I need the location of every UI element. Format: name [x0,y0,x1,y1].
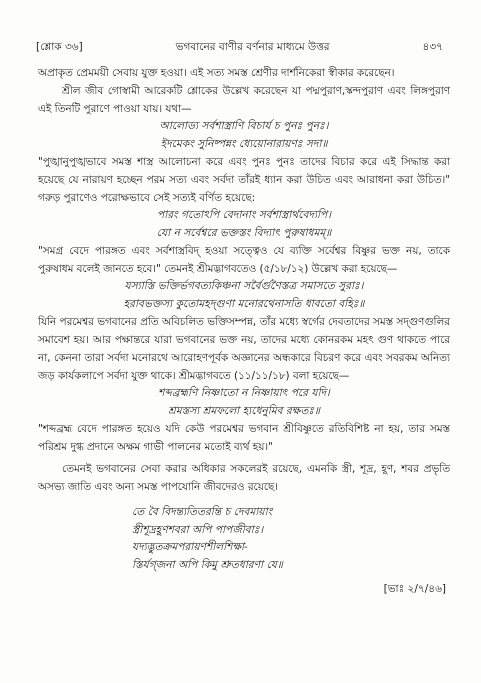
verse-line: স্ত্রীশূদ্রহূণশবরা অপি পাপজীবাঃ। [132,523,264,536]
verse-line: যো ন সর্বেশ্বরে ভক্তস্তং বিদ্যাৎ পুরুষাধমম্॥ [156,226,332,239]
paragraph: তেমনই ভগবানের সেবা করার অধিকার সকলেরই রয়েছে, এমনকি স্ত্রী, শূদ্র, হূণ, শবর প্রভৃতি অসভ্য জাতি এবং অন্য সমস্ত পাপযোনি জীবদেরও রয়েছে। [38,463,450,493]
paragraph: "পুঙ্খানুপুঙ্খভাবে সমস্ত শাস্ত্র আলোচনা করে এবং পুনঃ পুনঃ তাদের বিচার করে এই সিদ্ধান্ত করা হয়েছে যে নারায়ণ হচ্ছেন পরম সত্য এবং সর্বদা তাঁরই ধ্যান করা উচিত এবং আরাধনা করা উচিত।" গরুড় পুরাণেও পরোক্ষভাবে সেই সত্যই বর্ণিত হয়েছে: [38,156,450,204]
paragraph: শ্রীল জীব গোস্বামী আরেকটি শ্লোকের উল্লেখ করেছেন যা পদ্মপুরাণ,স্কন্দপুরাণ এবং লিঙ্গপুরাণ এই তিনটি পুরাণে পাওয়া যায়। যথা— [38,85,450,115]
sanskrit-verse [38,207,450,242]
paragraph: যিনি পরমেশ্বর ভগবানের প্রতি অবিচলিত ভক্তিসম্পন্ন, তাঁর মধ্যে স্বর্গের দেবতাদের সমস্ত সদ্গুণগুলির সমাবেশ হয়। আর পক্ষান্তরে যারা ভগবানের ভক্ত নয়, তাদের মধ্যে কোনরকম মহৎ গুণ থাকতে পারে না, কেননা তারা সর্বদা মনোরথে আরোহণপূর্বক অজ্ঞানের অন্ধকারে বিচরণ করে এবং সবরকম অনিত্য জড় কার্যকলাপে সর্বদা যুক্ত থাকে। শ্রীমদ্ভাগবতে (১১/১১/১৮) বলা হয়েছে— [38,316,450,382]
verse-line: শব্দব্রহ্মণি নিষ্ণাতো ন নিষ্ণায়াৎ পরে যদি। [158,387,330,399]
sanskrit-verse [38,118,450,153]
scripture-reference: [ভাঃ ২/৭/৪৬] [383,583,446,595]
verse-line: ইদমেকং সুনিষ্পন্নং ধ্যেয়োনারায়ণঃ সদা॥ [160,137,328,150]
paragraph: অপ্রাকৃত প্রেমময়ী সেবায় যুক্ত হওয়া। এই সত্য সমস্ত শ্রেণীর দার্শনিকেরা স্বীকার করেছেন। [38,67,395,79]
page-body [38,64,450,599]
chapter-title: ভগবানের বাণীর বর্ণনার মাধ্যমে উত্তর [175,41,330,53]
paragraph: "সমগ্র বেদে পারঙ্গত এবং সর্বশাস্ত্রবিদ্ হওয়া সত্ত্বেও যে ব্যক্তি সর্বেশ্বর বিষ্ণুর ভক্ত নয়, তাকে পুরুষাধম বলেই জানতে হবে।" তেমনই শ্রীমদ্ভাগবতেও (৫/১৮/১২) উল্লেখ করা হয়েছে— [38,245,450,275]
verse-line: যদ্যদ্ভুতক্রমপরায়ণশীলশিক্ষা- [132,541,248,553]
sanskrit-verse [38,504,450,574]
verse-line: যস্যাস্তি ভক্তির্ভগবত্যকিঞ্চনা সর্বৈর্গুণৈস্তত্র সমাসতে সুরাঃ। [124,280,364,292]
verse-line: শ্রমস্তস্য শ্রমফলো হ্যধেনুমিব রক্ষতঃ॥ [168,404,320,417]
verse-line: তে বৈ বিদন্ত্যতিতরন্তি চ দেবমায়াং [132,506,273,518]
verse-line: হরাবভক্তস্য কুতোমহদ্গুণা মনোরথেনাসতি ধাবতো বহিঃ॥ [123,297,365,310]
verse-line: আলোড্য সর্বশাস্ত্রাণি বিচার্য চ পুনঃ পুনঃ। [159,120,329,132]
page-number: ৪৩৭ [422,41,443,53]
verse-number: [শ্লোক ৩৬] [36,41,83,53]
sanskrit-verse [38,385,450,420]
sanskrit-verse [38,278,450,313]
running-header [36,40,443,57]
verse-line: স্তির্যগ্জনা অপি কিমু শ্রুতধারণা যে॥ [132,558,283,571]
verse-line: পারং গতোঽপি বেদানাং সর্বশাস্ত্রার্থবেদ্যপি। [157,209,331,221]
paragraph: "শব্দব্রহ্ম বেদে পারঙ্গত হয়েও যদি কেউ পরমেশ্বর ভগবান শ্রীবিষ্ণুতে রতিবিশিষ্ট না হয়, তার সমস্ত পরিশ্রম দুগ্ধ প্রদানে অক্ষম গাভী পালনের মতোই ব্যর্থ হয়।" [38,423,450,453]
